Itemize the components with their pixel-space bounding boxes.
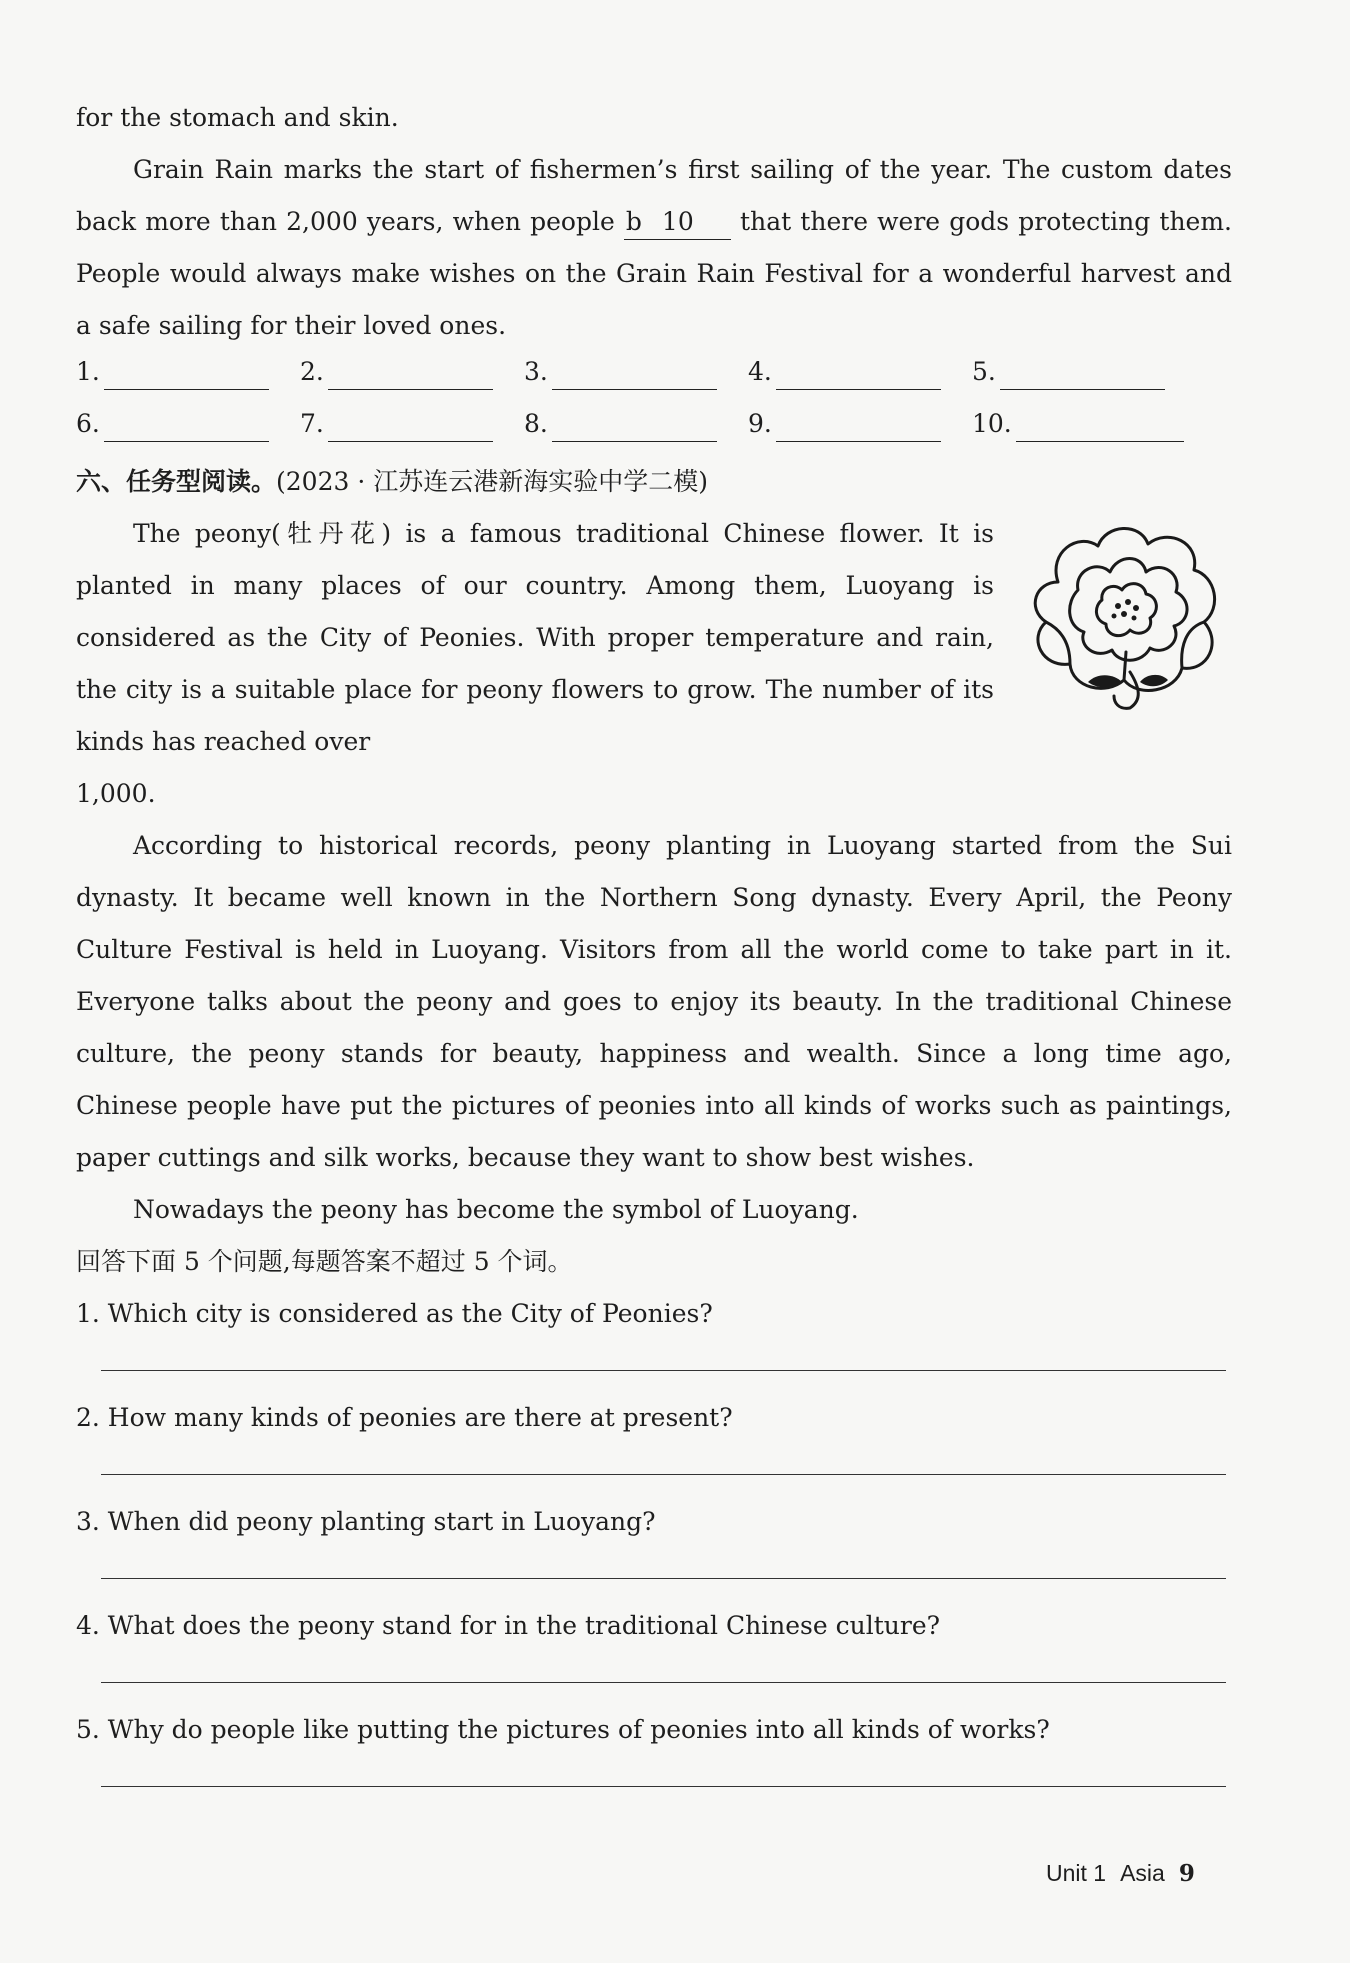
answer-line-4[interactable]	[76, 1652, 1232, 1704]
answer-blank[interactable]: 4.	[748, 346, 972, 398]
answer-blank[interactable]: 7.	[300, 398, 524, 450]
passage-end-line: for the stomach and skin.	[76, 103, 399, 132]
passage-paragraph-grain-rain: Grain Rain marks the start of fishermen’s first sailing of the year. The custom dates back more than 2,000 years, when people b 10 that there were gods protecting them. People would always make wishes on the Grain Rain Festival for a wonderful harvest and a safe sailing for their loved ones.	[76, 155, 1232, 340]
page-number: 9	[1178, 1860, 1195, 1887]
answer-blank[interactable]: 2.	[300, 346, 524, 398]
answer-blank[interactable]: 3.	[524, 346, 748, 398]
answer-blank[interactable]: 5.	[972, 346, 1196, 398]
answer-blank[interactable]: 6.	[76, 398, 300, 450]
question-5: 5. Why do people like putting the pictures of peonies into all kinds of works?	[76, 1715, 1050, 1744]
answer-line-2[interactable]	[76, 1444, 1232, 1496]
answer-row-1	[76, 352, 1232, 404]
page-footer	[1046, 1860, 1195, 1887]
peony-paragraph-1: The peony(牡丹花) is a famous traditional Chinese flower. It is planted in many places of our country. Among them, Luoyang is considered as the City of Peonies. With proper temperature and rain, the city is a suitable place for peony flowers to grow. The number of its kinds has reached over	[76, 519, 994, 756]
question-3: 3. When did peony planting start in Luoyang?	[76, 1507, 656, 1536]
section-heading: 六、任务型阅读。(2023 · 江苏连云港新海实验中学二模)	[76, 467, 708, 496]
peony-paragraph-2: According to historical records, peony planting in Luoyang started from the Sui dynasty. It became well known in the Northern Song dynasty. Every April, the Peony Culture Festival is held in Luoyang. Visitors from all the world come to take part in it. Everyone talks about the peony and goes to enjoy its beauty. In the traditional Chinese culture, the peony stands for beauty, happiness and wealth. Since a long time ago, Chinese people have put the pictures of peonies into all kinds of works such as paintings, paper cuttings and silk works, because they want to show best wishes.	[76, 831, 1232, 1172]
answer-line-5[interactable]	[76, 1756, 1232, 1808]
peony-paragraph-3: Nowadays the peony has become the symbol of Luoyang.	[133, 1195, 859, 1224]
peony-illustration-icon	[1018, 512, 1230, 712]
answer-blank[interactable]: 10.	[972, 398, 1196, 450]
answer-blank[interactable]: 1.	[76, 346, 300, 398]
peony-paragraph-1-end: 1,000.	[76, 779, 156, 808]
footer-section: Asia	[1120, 1860, 1165, 1886]
inline-blank-10[interactable]: b 10	[624, 205, 731, 240]
answer-blank[interactable]: 8.	[524, 398, 748, 450]
question-4: 4. What does the peony stand for in the traditional Chinese culture?	[76, 1611, 941, 1640]
answer-line-1[interactable]	[76, 1340, 1232, 1392]
question-instruction: 回答下面 5 个问题,每题答案不超过 5 个词。	[76, 1247, 573, 1276]
footer-unit: Unit 1	[1046, 1860, 1107, 1886]
answer-row-2	[76, 404, 1232, 456]
page-content	[76, 92, 1232, 1808]
answer-line-3[interactable]	[76, 1548, 1232, 1600]
question-2: 2. How many kinds of peonies are there at present?	[76, 1403, 733, 1432]
question-1: 1. Which city is considered as the City of Peonies?	[76, 1299, 713, 1328]
answer-blank[interactable]: 9.	[748, 398, 972, 450]
